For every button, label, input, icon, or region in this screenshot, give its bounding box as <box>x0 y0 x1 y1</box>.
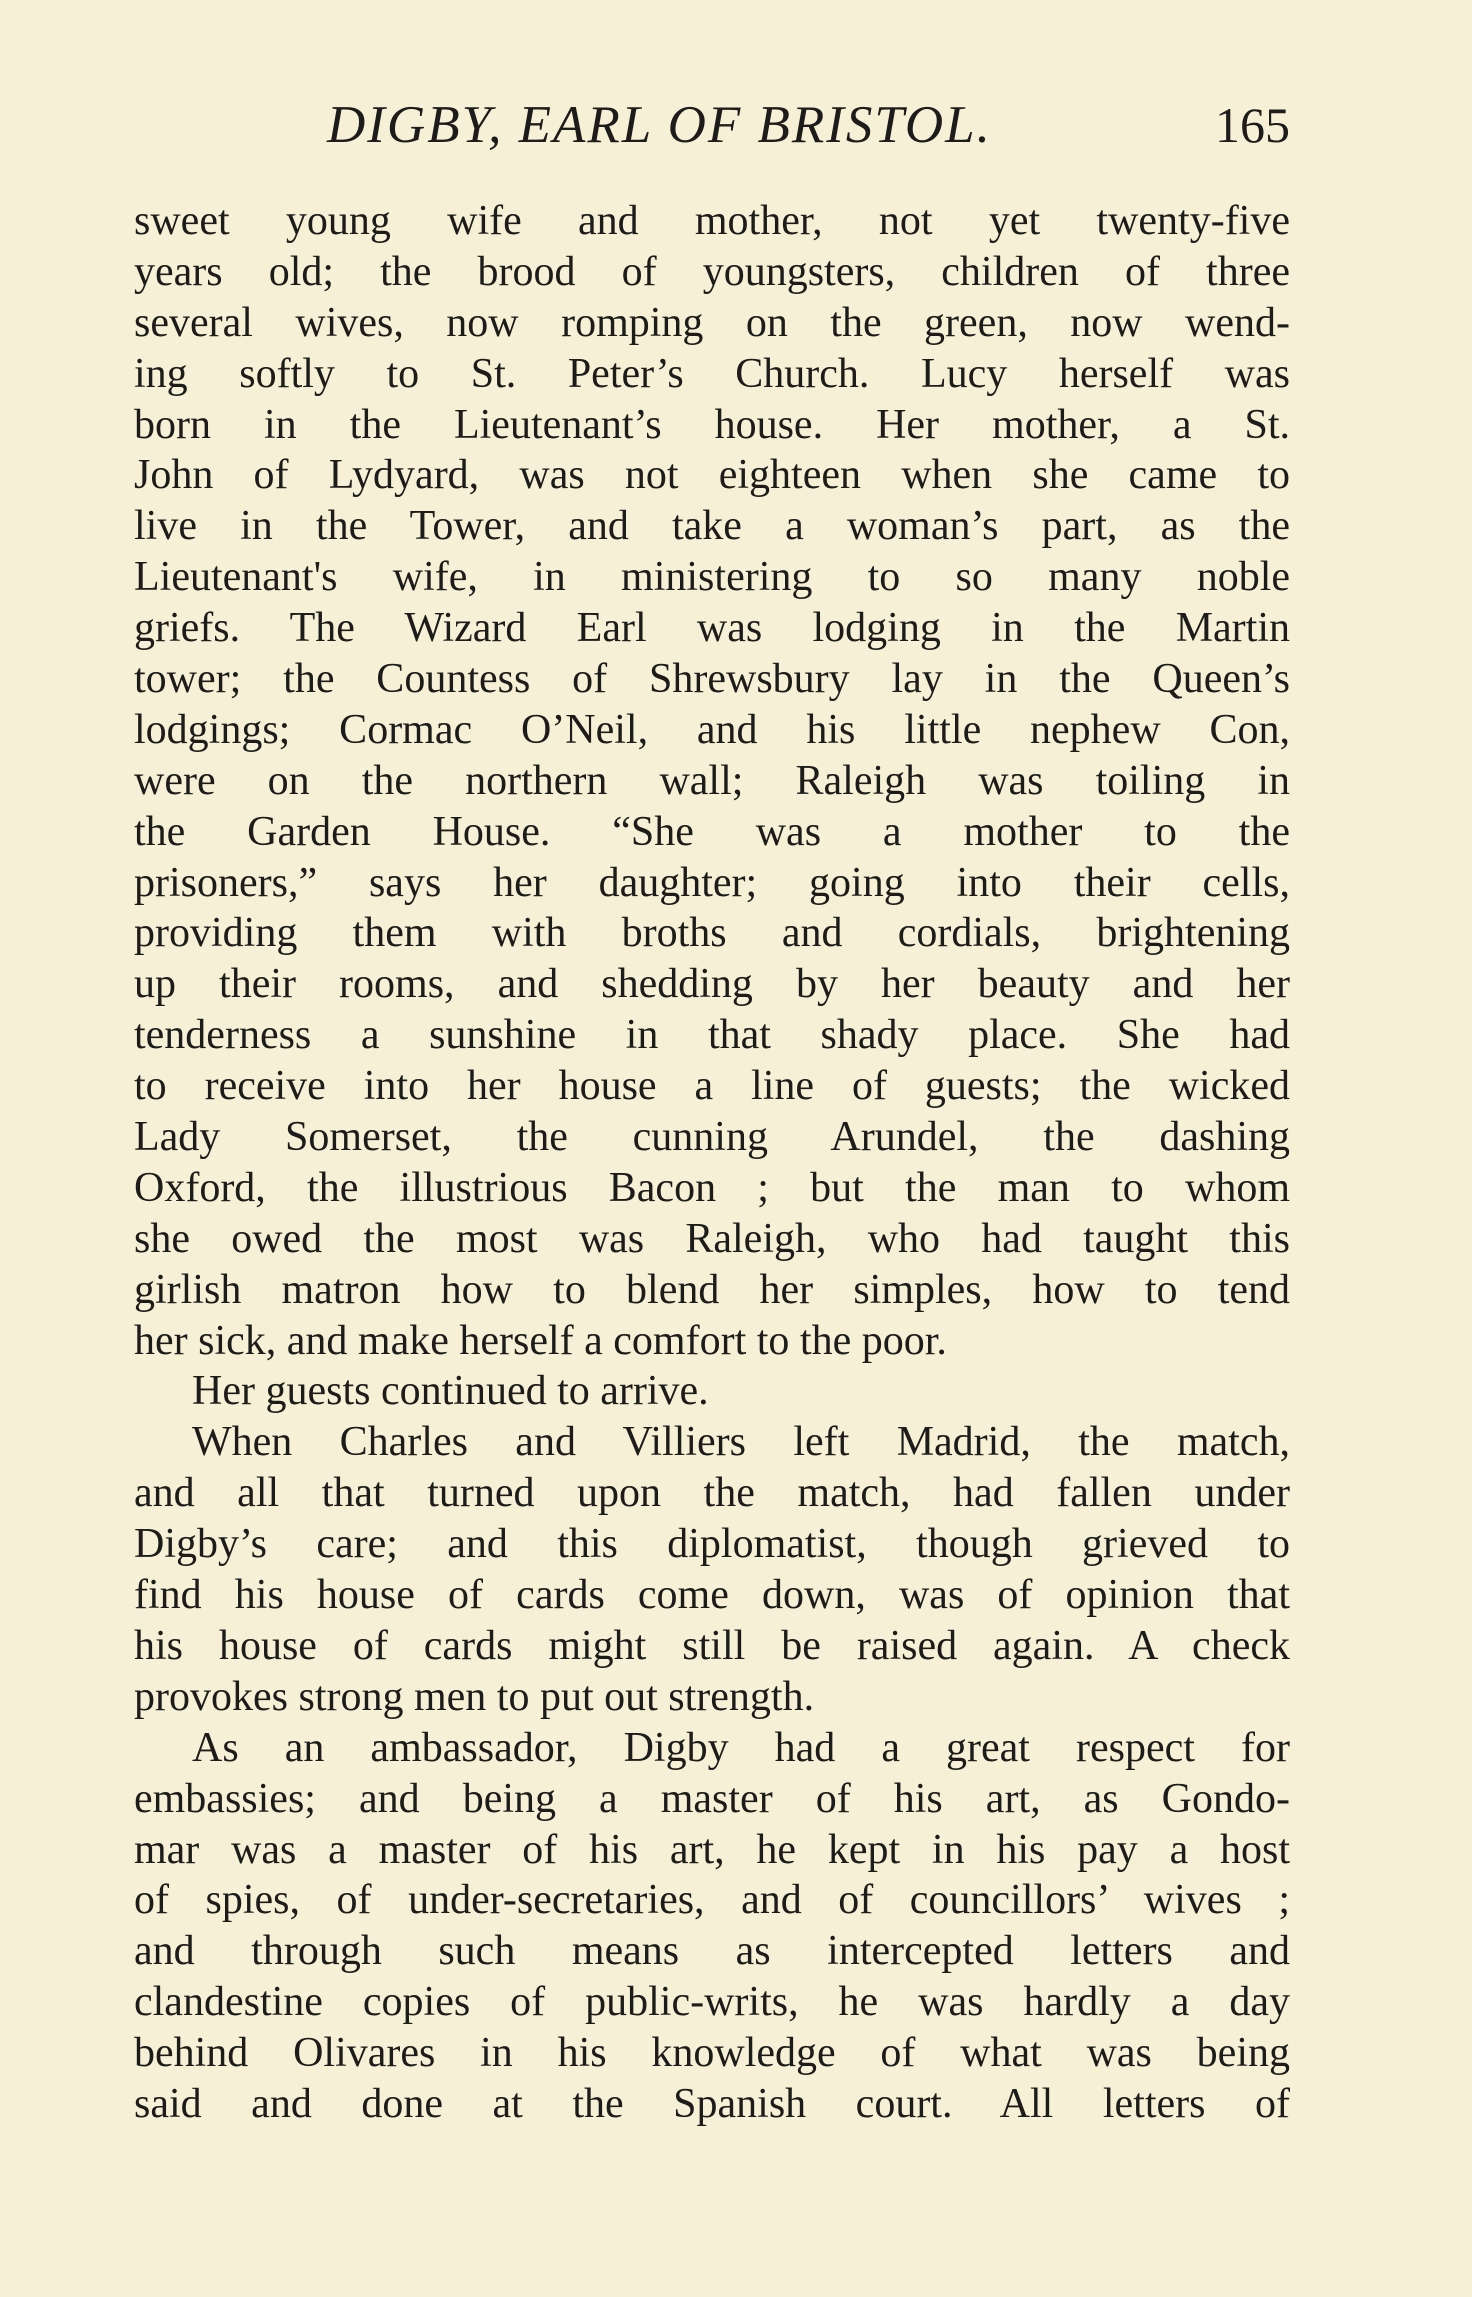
running-title: DIGBY, EARL OF BRISTOL. <box>327 96 992 154</box>
page-number: 165 <box>1215 97 1290 153</box>
text-line: born in the Lieutenant’s house. Her mother, a St. <box>134 401 1290 448</box>
text-line: behind Olivares in his knowledge of what was being <box>134 2030 1290 2077</box>
text-line: Lieutenant's wife, in ministering to so many noble <box>134 554 1290 601</box>
text-line: Lady Somerset, the cunning Arundel, the dashing <box>134 1114 1290 1161</box>
text-line: John of Lydyard, was not eighteen when she came to <box>134 452 1290 499</box>
text-line: said and done at the Spanish court. All letters of <box>134 2080 1290 2127</box>
text-line: lodgings; Cormac O’Neil, and his little nephew Con, <box>134 706 1290 753</box>
text-line: live in the Tower, and take a woman’s part, as the <box>134 503 1290 550</box>
text-line: his house of cards might still be raised again. A check <box>134 1622 1290 1669</box>
text-line: the Garden House. “She was a mother to the <box>134 808 1290 855</box>
text-line: and all that turned upon the match, had fallen under <box>134 1470 1290 1517</box>
text-line: find his house of cards come down, was of opinion that <box>134 1572 1290 1619</box>
text-line: Oxford, the illustrious Bacon ; but the man to whom <box>134 1164 1290 1211</box>
text-line: several wives, now romping on the green, now wend- <box>134 299 1290 346</box>
text-line: clandestine copies of public-writs, he was hardly a day <box>134 1979 1290 2026</box>
text-line: providing them with broths and cordials, brightening <box>134 910 1290 957</box>
text-line: tower; the Countess of Shrewsbury lay in the Queen’s <box>134 656 1290 703</box>
text-line: sweet young wife and mother, not yet twenty-five <box>134 198 1290 244</box>
text-line: she owed the most was Raleigh, who had taught this <box>134 1215 1290 1262</box>
text-line: griefs. The Wizard Earl was lodging in the Martin <box>134 605 1290 652</box>
text-line: prisoners,” says her daughter; going into their cells, <box>134 859 1290 906</box>
text-line: to receive into her house a line of guests; the wicked <box>134 1063 1290 1110</box>
text-line: years old; the brood of youngsters, children of three <box>134 248 1290 295</box>
text-line: of spies, of under-secretaries, and of councillors’ wives ; <box>134 1877 1290 1924</box>
text-line: were on the northern wall; Raleigh was toiling in <box>134 757 1290 804</box>
text-line: Digby’s care; and this diplomatist, though grieved to <box>134 1521 1290 1568</box>
text-line: When Charles and Villiers left Madrid, the match, <box>192 1419 1290 1466</box>
text-line: up their rooms, and shedding by her beauty and her <box>134 961 1290 1008</box>
body-text <box>134 196 1290 2130</box>
text-line: Her guests continued to arrive. <box>192 1368 709 1415</box>
text-line: embassies; and being a master of his art, as Gondo- <box>134 1775 1290 1822</box>
text-line: her sick, and make herself a comfort to the poor. <box>134 1317 947 1364</box>
text-line: tenderness a sunshine in that shady place. She had <box>134 1012 1290 1059</box>
text-line: mar was a master of his art, he kept in his pay a host <box>134 1826 1290 1873</box>
text-line: As an ambassador, Digby had a great respect for <box>192 1724 1290 1771</box>
text-line: girlish matron how to blend her simples, how to tend <box>134 1266 1290 1313</box>
text-line: ing softly to St. Peter’s Church. Lucy herself was <box>134 350 1290 397</box>
text-line: and through such means as intercepted letters and <box>134 1928 1290 1975</box>
text-line: provokes strong men to put out strength. <box>134 1673 815 1720</box>
running-head <box>0 95 1472 155</box>
